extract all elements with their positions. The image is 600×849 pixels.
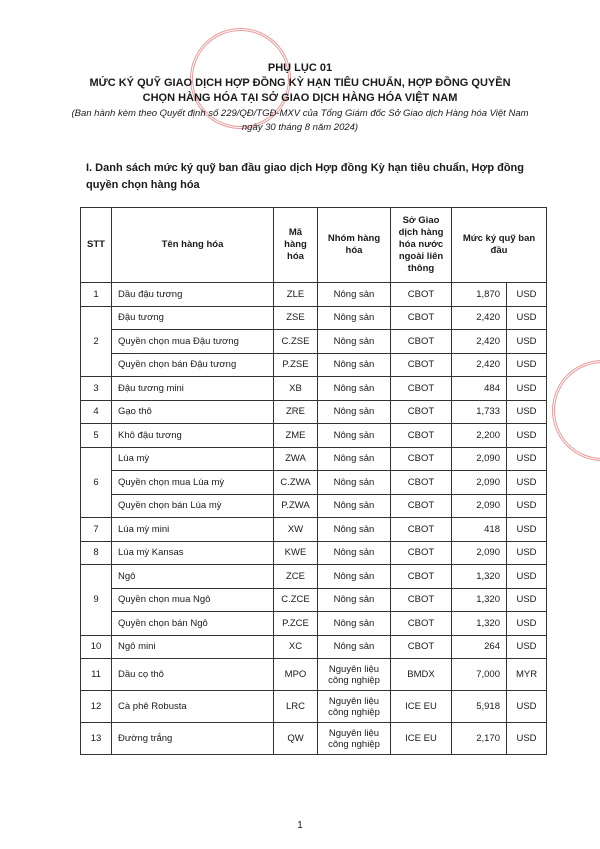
cell-amount: 2,420	[452, 353, 507, 377]
header-margin: Mức ký quỹ ban đầu	[452, 208, 547, 283]
cell-exchange: CBOT	[391, 588, 452, 612]
cell-currency: USD	[507, 306, 547, 330]
cell-amount: 2,090	[452, 471, 507, 495]
cell-currency: USD	[507, 494, 547, 518]
cell-name: Gạo thô	[112, 400, 274, 424]
cell-exchange: CBOT	[391, 541, 452, 565]
cell-currency: USD	[507, 330, 547, 354]
cell-name: Đường trắng	[112, 723, 274, 755]
cell-stt: 12	[81, 691, 112, 723]
cell-name: Đậu tương	[112, 306, 274, 330]
cell-group: Nông sản	[318, 400, 391, 424]
cell-amount: 1,320	[452, 588, 507, 612]
document-title-line2: CHỌN HÀNG HÓA TẠI SỞ GIAO DỊCH HÀNG HÓA VIỆT NAM	[142, 92, 458, 104]
cell-code: ZME	[274, 424, 318, 448]
cell-name: Quyền chọn mua Đậu tương	[112, 330, 274, 354]
cell-name: Khô đậu tương	[112, 424, 274, 448]
cell-stt: 13	[81, 723, 112, 755]
cell-name: Quyền chọn bán Ngô	[112, 612, 274, 636]
cell-group: Nông sản	[318, 377, 391, 401]
cell-code: P.ZSE	[274, 353, 318, 377]
cell-code: P.ZWA	[274, 494, 318, 518]
table-row	[81, 400, 547, 424]
cell-exchange: CBOT	[391, 377, 452, 401]
table-row	[81, 518, 547, 542]
cell-stt: 7	[81, 518, 112, 542]
cell-stt: 1	[81, 283, 112, 307]
cell-amount: 2,090	[452, 494, 507, 518]
cell-exchange: CBOT	[391, 330, 452, 354]
table-row	[81, 612, 547, 636]
table-row	[81, 377, 547, 401]
subtitle-line1: (Ban hành kèm theo Quyết định số 229/QĐ/TGĐ-MXV của Tổng Giám đốc Sở Giao dịch Hàng hóa Việt Nam	[71, 108, 529, 119]
cell-code: P.ZCE	[274, 612, 318, 636]
cell-stt: 2	[81, 306, 112, 377]
cell-group: Nguyên liệu công nghiệp	[318, 659, 391, 691]
cell-code: ZWA	[274, 447, 318, 471]
cell-exchange: CBOT	[391, 306, 452, 330]
cell-exchange: CBOT	[391, 424, 452, 448]
cell-currency: USD	[507, 377, 547, 401]
cell-name: Ngô	[112, 565, 274, 589]
cell-name: Dầu cọ thô	[112, 659, 274, 691]
cell-name: Cà phê Robusta	[112, 691, 274, 723]
cell-name: Quyền chọn bán Lúa mỳ	[112, 494, 274, 518]
header-name: Tên hàng hóa	[112, 208, 274, 283]
table-row	[81, 723, 547, 755]
cell-code: LRC	[274, 691, 318, 723]
table-row	[81, 283, 547, 307]
cell-name: Lúa mỳ Kansas	[112, 541, 274, 565]
cell-group: Nông sản	[318, 330, 391, 354]
cell-code: MPO	[274, 659, 318, 691]
cell-amount: 1,733	[452, 400, 507, 424]
cell-exchange: CBOT	[391, 635, 452, 659]
cell-exchange: CBOT	[391, 447, 452, 471]
cell-amount: 2,420	[452, 330, 507, 354]
cell-group: Nông sản	[318, 494, 391, 518]
cell-group: Nông sản	[318, 447, 391, 471]
cell-currency: USD	[507, 471, 547, 495]
cell-name: Lúa mỳ mini	[112, 518, 274, 542]
cell-group: Nông sản	[318, 471, 391, 495]
cell-code: KWE	[274, 541, 318, 565]
cell-exchange: ICE EU	[391, 723, 452, 755]
table-row	[81, 635, 547, 659]
appendix-label: PHỤ LỤC 01	[267, 62, 333, 74]
cell-amount: 2,200	[452, 424, 507, 448]
cell-exchange: BMDX	[391, 659, 452, 691]
cell-name: Dầu đậu tương	[112, 283, 274, 307]
cell-group: Nông sản	[318, 612, 391, 636]
cell-group: Nông sản	[318, 353, 391, 377]
cell-group: Nguyên liệu công nghiệp	[318, 691, 391, 723]
official-seal-stamp-margin	[552, 360, 600, 461]
cell-group: Nông sản	[318, 283, 391, 307]
table-row	[81, 588, 547, 612]
cell-name: Ngô mini	[112, 635, 274, 659]
table-row	[81, 659, 547, 691]
table-row	[81, 565, 547, 589]
cell-currency: USD	[507, 588, 547, 612]
cell-name: Lúa mỳ	[112, 447, 274, 471]
cell-amount: 2,170	[452, 723, 507, 755]
cell-currency: USD	[507, 518, 547, 542]
margin-table	[80, 207, 547, 755]
cell-name: Quyền chọn bán Đậu tương	[112, 353, 274, 377]
cell-currency: USD	[507, 691, 547, 723]
cell-stt: 3	[81, 377, 112, 401]
cell-amount: 1,320	[452, 565, 507, 589]
cell-code: C.ZSE	[274, 330, 318, 354]
cell-group: Nông sản	[318, 565, 391, 589]
cell-group: Nông sản	[318, 588, 391, 612]
cell-code: ZLE	[274, 283, 318, 307]
cell-stt: 6	[81, 447, 112, 518]
table-row	[81, 306, 547, 330]
cell-amount: 2,090	[452, 541, 507, 565]
table-row	[81, 541, 547, 565]
cell-currency: USD	[507, 424, 547, 448]
cell-amount: 1,320	[452, 612, 507, 636]
cell-amount: 1,870	[452, 283, 507, 307]
cell-stt: 9	[81, 565, 112, 636]
cell-code: XB	[274, 377, 318, 401]
header-group: Nhóm hàng hóa	[318, 208, 391, 283]
table-row	[81, 691, 547, 723]
cell-amount: 264	[452, 635, 507, 659]
cell-amount: 5,918	[452, 691, 507, 723]
table-row	[81, 353, 547, 377]
cell-currency: MYR	[507, 659, 547, 691]
cell-currency: USD	[507, 723, 547, 755]
page-number: 1	[297, 820, 303, 831]
table-row	[81, 471, 547, 495]
cell-exchange: CBOT	[391, 565, 452, 589]
table-row	[81, 447, 547, 471]
cell-group: Nông sản	[318, 635, 391, 659]
cell-amount: 2,420	[452, 306, 507, 330]
cell-exchange: CBOT	[391, 518, 452, 542]
cell-amount: 418	[452, 518, 507, 542]
cell-currency: USD	[507, 565, 547, 589]
cell-currency: USD	[507, 400, 547, 424]
cell-group: Nông sản	[318, 306, 391, 330]
cell-amount: 484	[452, 377, 507, 401]
cell-exchange: CBOT	[391, 471, 452, 495]
cell-code: C.ZWA	[274, 471, 318, 495]
table-row	[81, 330, 547, 354]
cell-name: Đậu tương mini	[112, 377, 274, 401]
cell-group: Nông sản	[318, 424, 391, 448]
cell-stt: 11	[81, 659, 112, 691]
subtitle-line2: ngày 30 tháng 8 năm 2024)	[241, 122, 359, 133]
cell-currency: USD	[507, 283, 547, 307]
cell-group: Nguyên liệu công nghiệp	[318, 723, 391, 755]
cell-code: C.ZCE	[274, 588, 318, 612]
section-heading: I. Danh sách mức ký quỹ ban đầu giao dịch Hợp đồng Kỳ hạn tiêu chuẩn, Hợp đồng quyền chọn hàng hóa	[86, 162, 524, 191]
header-stt: STT	[81, 208, 112, 283]
cell-code: ZRE	[274, 400, 318, 424]
cell-currency: USD	[507, 541, 547, 565]
header-exchange: Sở Giao dịch hàng hóa nước ngoài liên thông	[391, 208, 452, 283]
cell-name: Quyền chọn mua Ngô	[112, 588, 274, 612]
table-row	[81, 424, 547, 448]
cell-name: Quyền chọn mua Lúa mỳ	[112, 471, 274, 495]
cell-stt: 4	[81, 400, 112, 424]
cell-currency: USD	[507, 353, 547, 377]
document-title-line1: MỨC KÝ QUỸ GIAO DỊCH HỢP ĐỒNG KỲ HẠN TIÊU CHUẨN, HỢP ĐỒNG QUYỀN	[89, 77, 511, 89]
cell-code: ZSE	[274, 306, 318, 330]
cell-group: Nông sản	[318, 541, 391, 565]
cell-exchange: ICE EU	[391, 691, 452, 723]
cell-currency: USD	[507, 612, 547, 636]
header-code: Mã hàng hóa	[274, 208, 318, 283]
cell-stt: 5	[81, 424, 112, 448]
cell-stt: 8	[81, 541, 112, 565]
cell-code: XC	[274, 635, 318, 659]
cell-code: QW	[274, 723, 318, 755]
table-row	[81, 494, 547, 518]
cell-exchange: CBOT	[391, 494, 452, 518]
cell-group: Nông sản	[318, 518, 391, 542]
cell-code: XW	[274, 518, 318, 542]
cell-amount: 2,090	[452, 447, 507, 471]
table-header-row	[81, 208, 547, 283]
cell-exchange: CBOT	[391, 353, 452, 377]
cell-exchange: CBOT	[391, 283, 452, 307]
cell-amount: 7,000	[452, 659, 507, 691]
cell-stt: 10	[81, 635, 112, 659]
cell-code: ZCE	[274, 565, 318, 589]
cell-currency: USD	[507, 635, 547, 659]
cell-exchange: CBOT	[391, 612, 452, 636]
cell-currency: USD	[507, 447, 547, 471]
cell-exchange: CBOT	[391, 400, 452, 424]
